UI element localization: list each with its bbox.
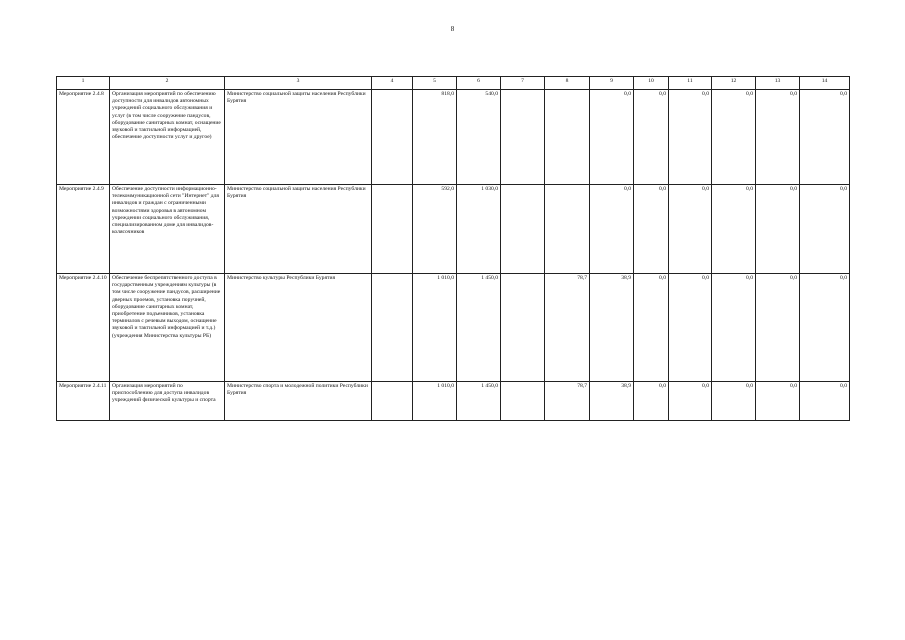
column-header: 2: [110, 77, 225, 90]
column-header: 4: [372, 77, 413, 90]
measure-name: Организация мероприятий по приспособлению для доступа инвалидов учреждений физической культуры и спорта: [110, 382, 225, 421]
header-row: [57, 77, 850, 90]
cell-value: 0,0: [756, 90, 800, 185]
cell-value: [501, 185, 545, 274]
measure-id: Мероприятие 2.4.9: [57, 185, 110, 274]
cell-value: 78,7: [545, 382, 590, 421]
cell-value: [501, 274, 545, 382]
table-row: [57, 382, 850, 421]
cell-value: 0,0: [756, 185, 800, 274]
cell-value: 0,0: [800, 382, 850, 421]
column-header: 14: [800, 77, 850, 90]
cell-value: 38,9: [590, 274, 634, 382]
measure-id: Мероприятие 2.4.8: [57, 90, 110, 185]
cell-value: [372, 90, 413, 185]
cell-value: [501, 382, 545, 421]
cell-value: [372, 274, 413, 382]
column-header: 7: [501, 77, 545, 90]
measure-executor: Министерство социальной защиты населения Республики Бурятия: [225, 185, 372, 274]
measure-name: Обеспечение доступности информационно-телекоммуникационной сети "Интернет" для инвалидов и граждан с ограниченными возможностями здоровья в автономном учреждении социального обслуживания, специализированном доме для инвалидов-колясочников: [110, 185, 225, 274]
measure-id: Мероприятие 2.4.11: [57, 382, 110, 421]
column-header: 8: [545, 77, 590, 90]
cell-value: 1 010,0: [413, 382, 457, 421]
table-row: [57, 274, 850, 382]
measure-executor: Министерство социальной защиты населения Республики Бурятия: [225, 90, 372, 185]
cell-value: 818,0: [413, 90, 457, 185]
column-header: 5: [413, 77, 457, 90]
cell-value: 0,0: [669, 382, 712, 421]
cell-value: 0,0: [634, 185, 669, 274]
cell-value: 0,0: [712, 274, 756, 382]
cell-value: 0,0: [756, 382, 800, 421]
cell-value: 0,0: [590, 185, 634, 274]
cell-value: 1 010,0: [413, 274, 457, 382]
cell-value: 0,0: [712, 382, 756, 421]
cell-value: 0,0: [712, 185, 756, 274]
cell-value: 38,9: [590, 382, 634, 421]
measure-executor: Министерство культуры Республики Бурятия: [225, 274, 372, 382]
cell-value: 0,0: [669, 90, 712, 185]
cell-value: [501, 90, 545, 185]
cell-value: 0,0: [634, 90, 669, 185]
column-header: 6: [457, 77, 501, 90]
column-header: 10: [634, 77, 669, 90]
column-header: 1: [57, 77, 110, 90]
cell-value: 1 450,0: [457, 382, 501, 421]
cell-value: 540,0: [457, 90, 501, 185]
column-header: 13: [756, 77, 800, 90]
cell-value: [372, 185, 413, 274]
cell-value: 592,0: [413, 185, 457, 274]
cell-value: [545, 185, 590, 274]
cell-value: 0,0: [590, 90, 634, 185]
program-table: [56, 76, 850, 421]
cell-value: [372, 382, 413, 421]
cell-value: [545, 90, 590, 185]
table-row: [57, 185, 850, 274]
cell-value: 0,0: [800, 185, 850, 274]
column-header: 11: [669, 77, 712, 90]
measure-name: Обеспечение беспрепятственного доступа в государственным учреждениям культуры (в том числе сооружение пандусов, расширение дверных проемов, установка поручней, оборудование санитарных комнат, приобретение подъемников, установка терминалов с речевым выходом, оснащение звуковой и тактильной информацией и т.д.) (учреждения Министерства культуры РБ): [110, 274, 225, 382]
column-header: 12: [712, 77, 756, 90]
cell-value: 0,0: [669, 185, 712, 274]
cell-value: 0,0: [800, 274, 850, 382]
table-row: [57, 90, 850, 185]
column-header: 3: [225, 77, 372, 90]
measure-name: Организация мероприятий по обеспечению доступности для инвалидов автономных учреждений социального обслуживания и услуг (в том числе сооружение пандусов, оборудование санитарных комнат, оснащение звуковой и тактильной информацией, обеспечение доступности услуг и другое): [110, 90, 225, 185]
cell-value: 0,0: [712, 90, 756, 185]
cell-value: 0,0: [756, 274, 800, 382]
measure-id: Мероприятие 2.4.10: [57, 274, 110, 382]
measure-executor: Министерство спорта и молодежной политики Республики Бурятия: [225, 382, 372, 421]
cell-value: 78,7: [545, 274, 590, 382]
cell-value: 0,0: [669, 274, 712, 382]
cell-value: 1 030,0: [457, 185, 501, 274]
cell-value: 0,0: [800, 90, 850, 185]
cell-value: 0,0: [634, 382, 669, 421]
column-header: 9: [590, 77, 634, 90]
page-number: 8: [450, 25, 455, 33]
cell-value: 1 450,0: [457, 274, 501, 382]
cell-value: 0,0: [634, 274, 669, 382]
